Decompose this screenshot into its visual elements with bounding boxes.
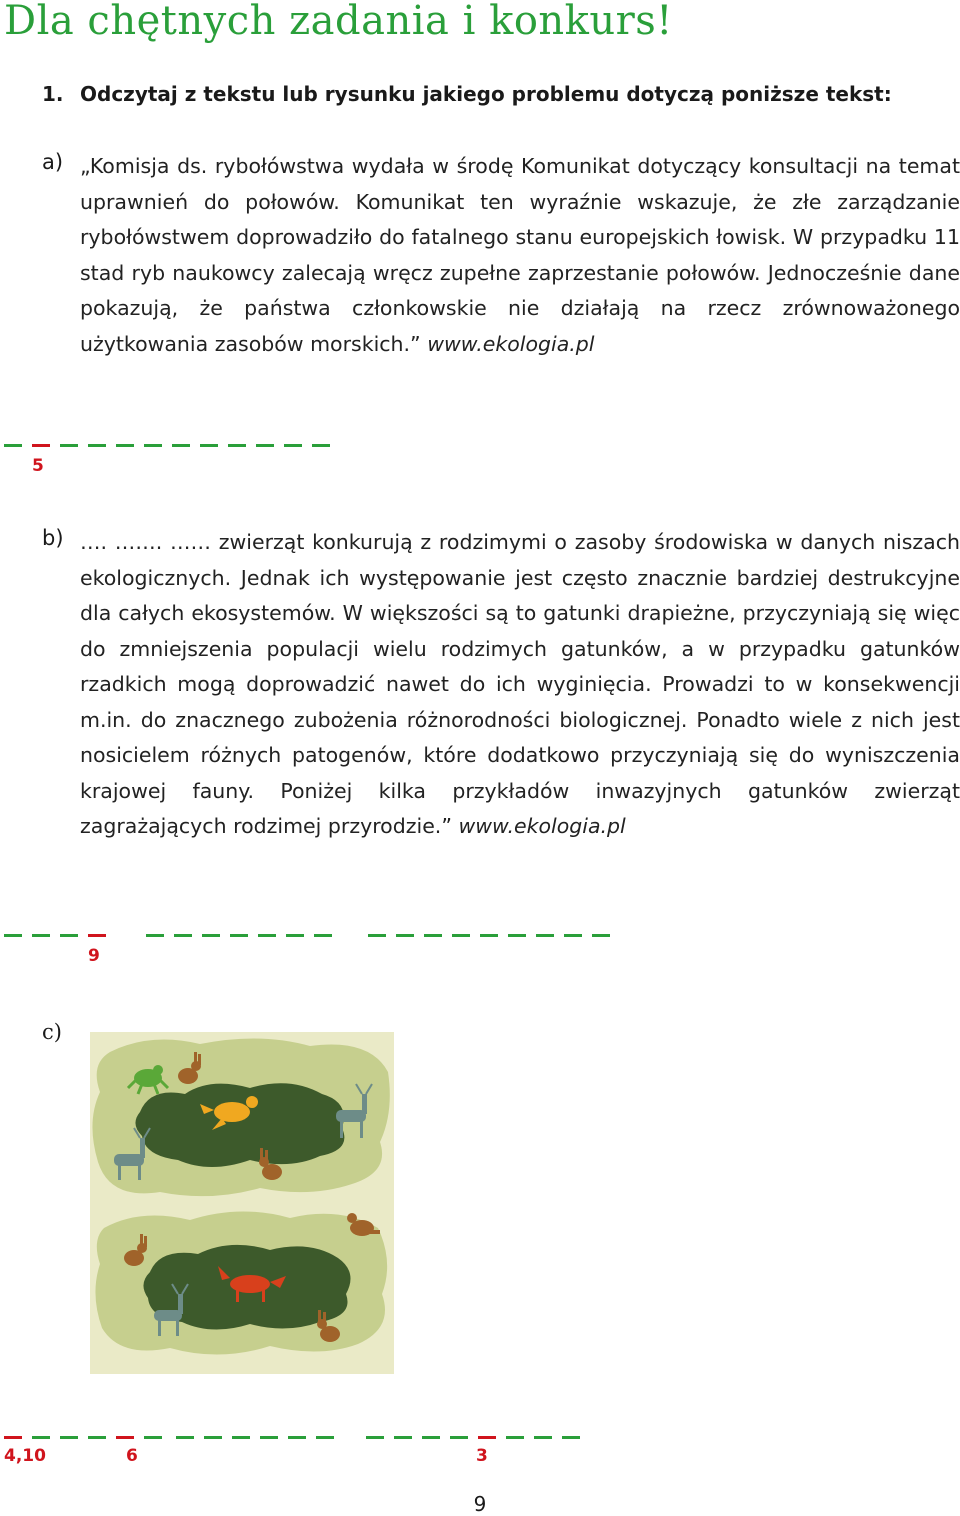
ecosystem-drawing [90, 1032, 394, 1374]
letter-blank[interactable] [146, 934, 164, 937]
item-b-paragraph [80, 525, 960, 845]
letter-blank[interactable] [312, 444, 330, 447]
hint-c-2: 6 [126, 1446, 138, 1466]
answer-blanks-a[interactable] [4, 444, 334, 448]
letter-blank[interactable] [508, 934, 526, 937]
item-c-label: c) [42, 1020, 62, 1044]
letter-blank[interactable] [88, 934, 106, 937]
letter-blank[interactable] [592, 934, 610, 937]
item-b-label: b) [42, 526, 64, 550]
answer-blanks-c[interactable] [4, 1436, 584, 1440]
letter-blank[interactable] [4, 934, 22, 937]
letter-blank[interactable] [452, 934, 470, 937]
letter-blank[interactable] [116, 444, 134, 447]
page-number: 9 [473, 1492, 487, 1516]
hint-b: 9 [88, 946, 100, 966]
item-b-source: www.ekologia.pl [458, 814, 626, 838]
ecosystem-illustration [90, 1032, 394, 1374]
hint-c-3: 3 [476, 1446, 488, 1466]
letter-blank[interactable] [422, 1436, 440, 1439]
letter-blank[interactable] [316, 1436, 334, 1439]
letter-blank[interactable] [4, 1436, 22, 1439]
letter-blank[interactable] [256, 444, 274, 447]
letter-blank[interactable] [258, 934, 276, 937]
letter-blank[interactable] [534, 1436, 552, 1439]
item-a-label: a) [42, 150, 64, 174]
letter-blank[interactable] [204, 1436, 222, 1439]
letter-blank[interactable] [396, 934, 414, 937]
letter-blank[interactable] [88, 1436, 106, 1439]
letter-blank[interactable] [60, 444, 78, 447]
letter-blank[interactable] [174, 934, 192, 937]
letter-blank[interactable] [424, 934, 442, 937]
letter-blank[interactable] [202, 934, 220, 937]
letter-blank[interactable] [478, 1436, 496, 1439]
hint-a: 5 [32, 456, 44, 476]
letter-blank[interactable] [32, 1436, 50, 1439]
letter-blank[interactable] [260, 1436, 278, 1439]
letter-blank[interactable] [480, 934, 498, 937]
letter-blank[interactable] [314, 934, 332, 937]
hint-c-1: 4,10 [4, 1446, 46, 1466]
upper-forest-blob [135, 1083, 344, 1167]
letter-blank[interactable] [230, 934, 248, 937]
item-a-text: „Komisja ds. rybołówstwa wydała w środę Komunikat dotyczący konsultacji na temat uprawnień do połowów. Komunikat ten wyraźnie wskazuje, że złe zarządzanie rybołówstwem doprowadziło do fatalnego stanu europejskich łowisk. W przypadku 11 stad ryb naukowcy zalecają wręcz zupełne zaprzestanie połowów. Jednocześnie dane pokazują, że państwa członkowskie nie działają na rzecz zrównoważonego użytkowania zasobów morskich.” [80, 154, 960, 356]
letter-blank[interactable] [144, 1436, 162, 1439]
letter-blank[interactable] [232, 1436, 250, 1439]
page-title: Dla chętnych zadania i konkurs! [4, 0, 673, 44]
item-a-paragraph [80, 149, 960, 362]
letter-blank[interactable] [286, 934, 304, 937]
letter-blank[interactable] [284, 444, 302, 447]
letter-blank[interactable] [564, 934, 582, 937]
letter-blank[interactable] [4, 444, 22, 447]
letter-blank[interactable] [200, 444, 218, 447]
letter-blank[interactable] [394, 1436, 412, 1439]
letter-blank[interactable] [562, 1436, 580, 1439]
item-b-text: …. ……. …… zwierząt konkurują z rodzimymi o zasoby środowiska w danych niszach ekologicznych. Jednak ich występowanie jest często znacznie bardziej destrukcyjne dla całych ekosystemów. W większości są to gatunki drapieżne, przyczyniają się więc do zmniejszenia populacji wielu rodzimych gatunków, a w przypadku gatunków rzadkich mogą doprowadzić nawet do ich wyginięcia. Prowadzi to w konsekwencji m.in. do znacznego zubożenia różnorodności biologicznej. Ponadto wiele z nich jest nosicielem różnych patogenów, które dodatkowo przyczyniają się do wyniszczenia krajowej fauny. Poniżej kilka przykładów inwazyjnych gatunków zwierząt zagrażających rodzimej przyrodzie.” [80, 530, 960, 838]
letter-blank[interactable] [368, 934, 386, 937]
task-number: 1. [42, 82, 64, 106]
letter-blank[interactable] [116, 1436, 134, 1439]
letter-blank[interactable] [366, 1436, 384, 1439]
letter-blank[interactable] [88, 444, 106, 447]
letter-blank[interactable] [32, 934, 50, 937]
letter-blank[interactable] [172, 444, 190, 447]
letter-blank[interactable] [60, 1436, 78, 1439]
letter-blank[interactable] [536, 934, 554, 937]
letter-blank[interactable] [32, 444, 50, 447]
item-a-source: www.ekologia.pl [427, 331, 595, 356]
letter-blank[interactable] [176, 1436, 194, 1439]
task-heading-text: Odczytaj z tekstu lub rysunku jakiego problemu dotyczą poniższe tekst: [80, 82, 892, 106]
letter-blank[interactable] [450, 1436, 468, 1439]
answer-blanks-b[interactable] [4, 934, 624, 938]
letter-blank[interactable] [60, 934, 78, 937]
task-heading [42, 82, 892, 106]
letter-blank[interactable] [506, 1436, 524, 1439]
letter-blank[interactable] [144, 444, 162, 447]
letter-blank[interactable] [228, 444, 246, 447]
letter-blank[interactable] [288, 1436, 306, 1439]
